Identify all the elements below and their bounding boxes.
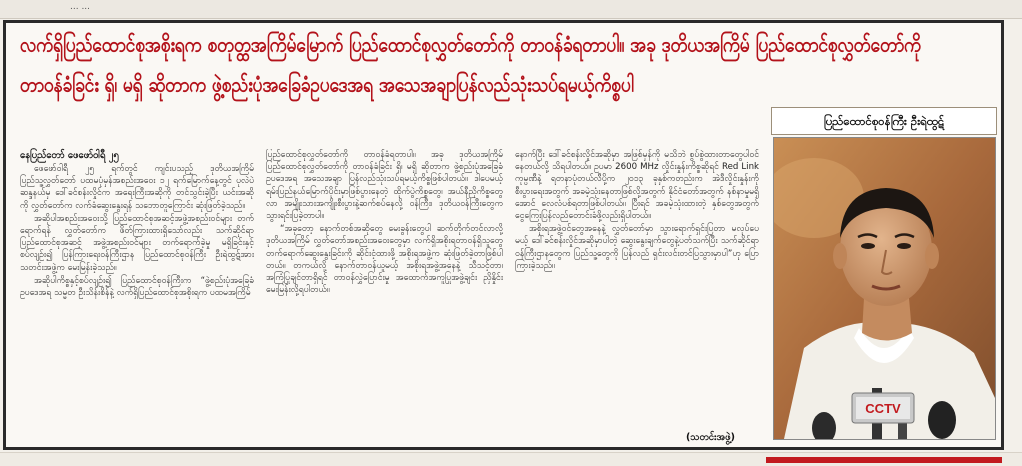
portrait-photo (773, 137, 996, 440)
top-page-strip (0, 0, 1022, 19)
article-column-3 (515, 149, 759, 430)
dateline: နေပြည်တော် ဖေဖော်ဝါရီ ၂၅ (20, 150, 119, 161)
paragraph: အစိုးရအဖွဲ့ဝင်တွေအနေနဲ့ လွှတ်တော်မှာ သွားရောက်ရှင်းပြတာ မလုပ်ပေမယ့် ဒေါ်ခင်စန်းလှိုင်အဆိုမှာပါတဲ့ ဆွေးနွေးချက်တွေနဲ့ပတ်သက်ပြီး သက်ဆိုင်ရာဝန်ကြီးဌာနတွေက ပြည်သူ့တွေကို ပြန်လည် ရှင်းလင်းတင်ပြသွားမှာပါ”ဟု ပြောကြားခဲ့သည်။ (515, 224, 759, 271)
mic-logo-text: CCTV (865, 401, 901, 416)
photo-caption: ပြည်ထောင်စုဝန်ကြီး ဦးရဲထွဋ် (771, 107, 997, 135)
portrait-illustration (774, 138, 995, 439)
paragraph: ဖေဖော်ဝါရီ ၂၅ ရက်တွင် ကျင်းပသည့် ဒုတိယအကြိမ် ပြည်သူ့လွှတ်တော် ပထမပုံမှန်အစည်းအဝေး ၁၂ ရက်မြောက်နေ့တွင် ပုလဲပဲဆန္ဒနယ်မှ ဒေါ်ခင်စန်းလှိုင်က အရေးကြီးအဆိုကို တင်သွင်းခဲ့ပြီး ယင်းအဆိုကို လွှတ်တော်က လက်ခံဆွေးနွေးရန် သဘောတူကြောင်း ဆုံးဖြတ်ခဲ့သည်။ (20, 164, 254, 211)
paragraph: နောက်ပြီး ဒေါ်ခင်စန်းလှိုင်အဆိုမှာ အဖြစ်မှန်ကို မသိဘဲ စွပ်စွဲထားတာတွေပါဝင်နေတယ်လို့ သိရပါတယ်။ ဥပမာ 2600 MHz လှိုင်းနှုန်းကိစ္စဆိုရင် Red Link ကုမ္ပဏီနဲ့ ရတနာပုံတယ်လီပို့က ၂၀၁၃ ခုနှစ်ကတည်းက အဲဒီလှိုင်းနှုန်းကို စီးပွားရေးအတွက် အခမဲ့သုံးနေတာဖြစ်လို့အတွက် နိုင်ငံတော်အတွက် နစ်နာမှုမရှိအောင် လေလံပစ်ရတာဖြစ်ပါတယ်။ ပြီးရင် အခမဲ့သုံးထားတဲ့ နှစ်တွေအတွက် ငွေကြေးပြန်လည်တောင်းခံဖို့လည်းရှိပါတယ်။ (515, 150, 759, 222)
news-credit: (သတင်းအဖွဲ့) (686, 432, 735, 443)
headline-line-2: တာဝန်ခံခြင်း ရှိ၊ မရှိ ဆိုတာက ဖွဲ့စည်းပုံအခြေခံဥပဒေအရ အသေအချာပြန်လည်သုံးသပ်ရမယ့်ကိစ္စပါ (20, 73, 634, 98)
article-column-2 (266, 149, 503, 438)
red-accent-bar (766, 457, 1002, 463)
article-column-1 (20, 163, 254, 438)
paragraph: “အခုတော့ နောက်တစ်အဆိုတွေ မေးခွန်းတွေပါ ဆက်တိုက်တင်လာလို့ ဒုတိယအကြိမ် လွှတ်တော်အစည်းအဝေးတွေမှာ လက်ရှိအစိုးရတာဝန်ရှိသူတွေ တက်ရောက်ဆွေးနွေးခြင်းကို ဆိုင်းငံ့ထားဖို့ အစိုးရအဖွဲ့က ဆုံးဖြတ်ခဲ့တာဖြစ်ပါတယ်။ တကယ်လို့ နောက်တာဝန်ယူမယ့် အစိုးရအဖွဲ့အနေနဲ့ သီသင့်တာ၊ အကြံပြုချင်တာရှိရင် တာဝန်လွှဲပြောင်းမှု အထောက်အကူပြုအဖွဲ့ချင်း ညှိနှိုင်းမေးမြန်းလို့ရပါတယ်။ (266, 224, 503, 296)
paragraph: အဆိုပါအစည်းအဝေးသို့ ပြည်ထောင်စုအဆင့်အဖွဲ့အစည်းဝင်များ တက်ရောက်ရန် လွှတ်တော်က ဖိတ်ကြားထားရှိသော်လည်း သက်ဆိုင်ရာပြည်ထောင်စုအဆင့် အဖွဲ့အစည်းဝင်များ တက်ရောက်ခဲ့မှု မရှိခြင်းနှင့်စပ်လျဉ်း၍ ပြန်ကြားရေးဝန်ကြီးဌာန ပြည်ထောင်စုဝန်ကြီး ဦးရဲထွဋ်အား သတင်းအဖွဲ့က မေးမြန်းခဲ့သည်။ (20, 213, 254, 273)
headline-line-1: လက်ရှိပြည်ထောင်စုအစိုးရက စတုတ္ထအကြိမ်မြောက် ပြည်ထောင်စုလွှတ်တော်ကို တာဝန်ခံရတာပါ။ အခု ဒုတိယအကြိမ် ပြည်ထောင်စုလွှတ်တော်ကို (20, 33, 922, 58)
top-strip-text: ... ... (70, 2, 91, 12)
paragraph: ပြည်ထောင်စုလွှတ်တော်ကို တာဝန်ခံရတာပါ။ အခု ဒုတိယအကြိမ် ပြည်ထောင်စုလွှတ်တော်ကို တာဝန်ခံခြင်း ရှိ၊ မရှိ ဆိုတာက ဖွဲ့စည်းပုံအခြေခံဥပဒေအရ အသေအချာ ပြန်လည်သုံးသပ်ရမယ့်ကိစ္စဖြစ်ပါတယ်။ ဒါပေမယ့် ရမ်းပြည်နယ်မြောက်ပိုင်းမှာဖြစ်ပွားနေတဲ့ ထိုက်ပွဲကိစ္စတွေ၊ အယ်နီညိုကိစ္စတွေလာ အမျိုးသားအကျိုးစီးပွားနဲ့ဆက်စပ်နေလို့ ဝန်ကြီး၊ ဒုတိယဝန်ကြီးတွေက သွားရင်းပြခဲ့တာပါ။ (266, 150, 503, 222)
paragraph: အဆိုပါကိစ္စနှင့်စပ်လျဉ်း၍ ပြည်ထောင်စုဝန်ကြီးက “ဖွဲ့စည်းပုံအခြေခံဥပဒေအရ သမ္မတ ဦးသိန်းစိန်နဲ့ လက်ရှိပြည်ထောင်စုအစိုးရက ပထမအကြိမ် (20, 275, 254, 299)
article-frame (3, 20, 1004, 450)
bottom-page-strip (0, 452, 1022, 466)
